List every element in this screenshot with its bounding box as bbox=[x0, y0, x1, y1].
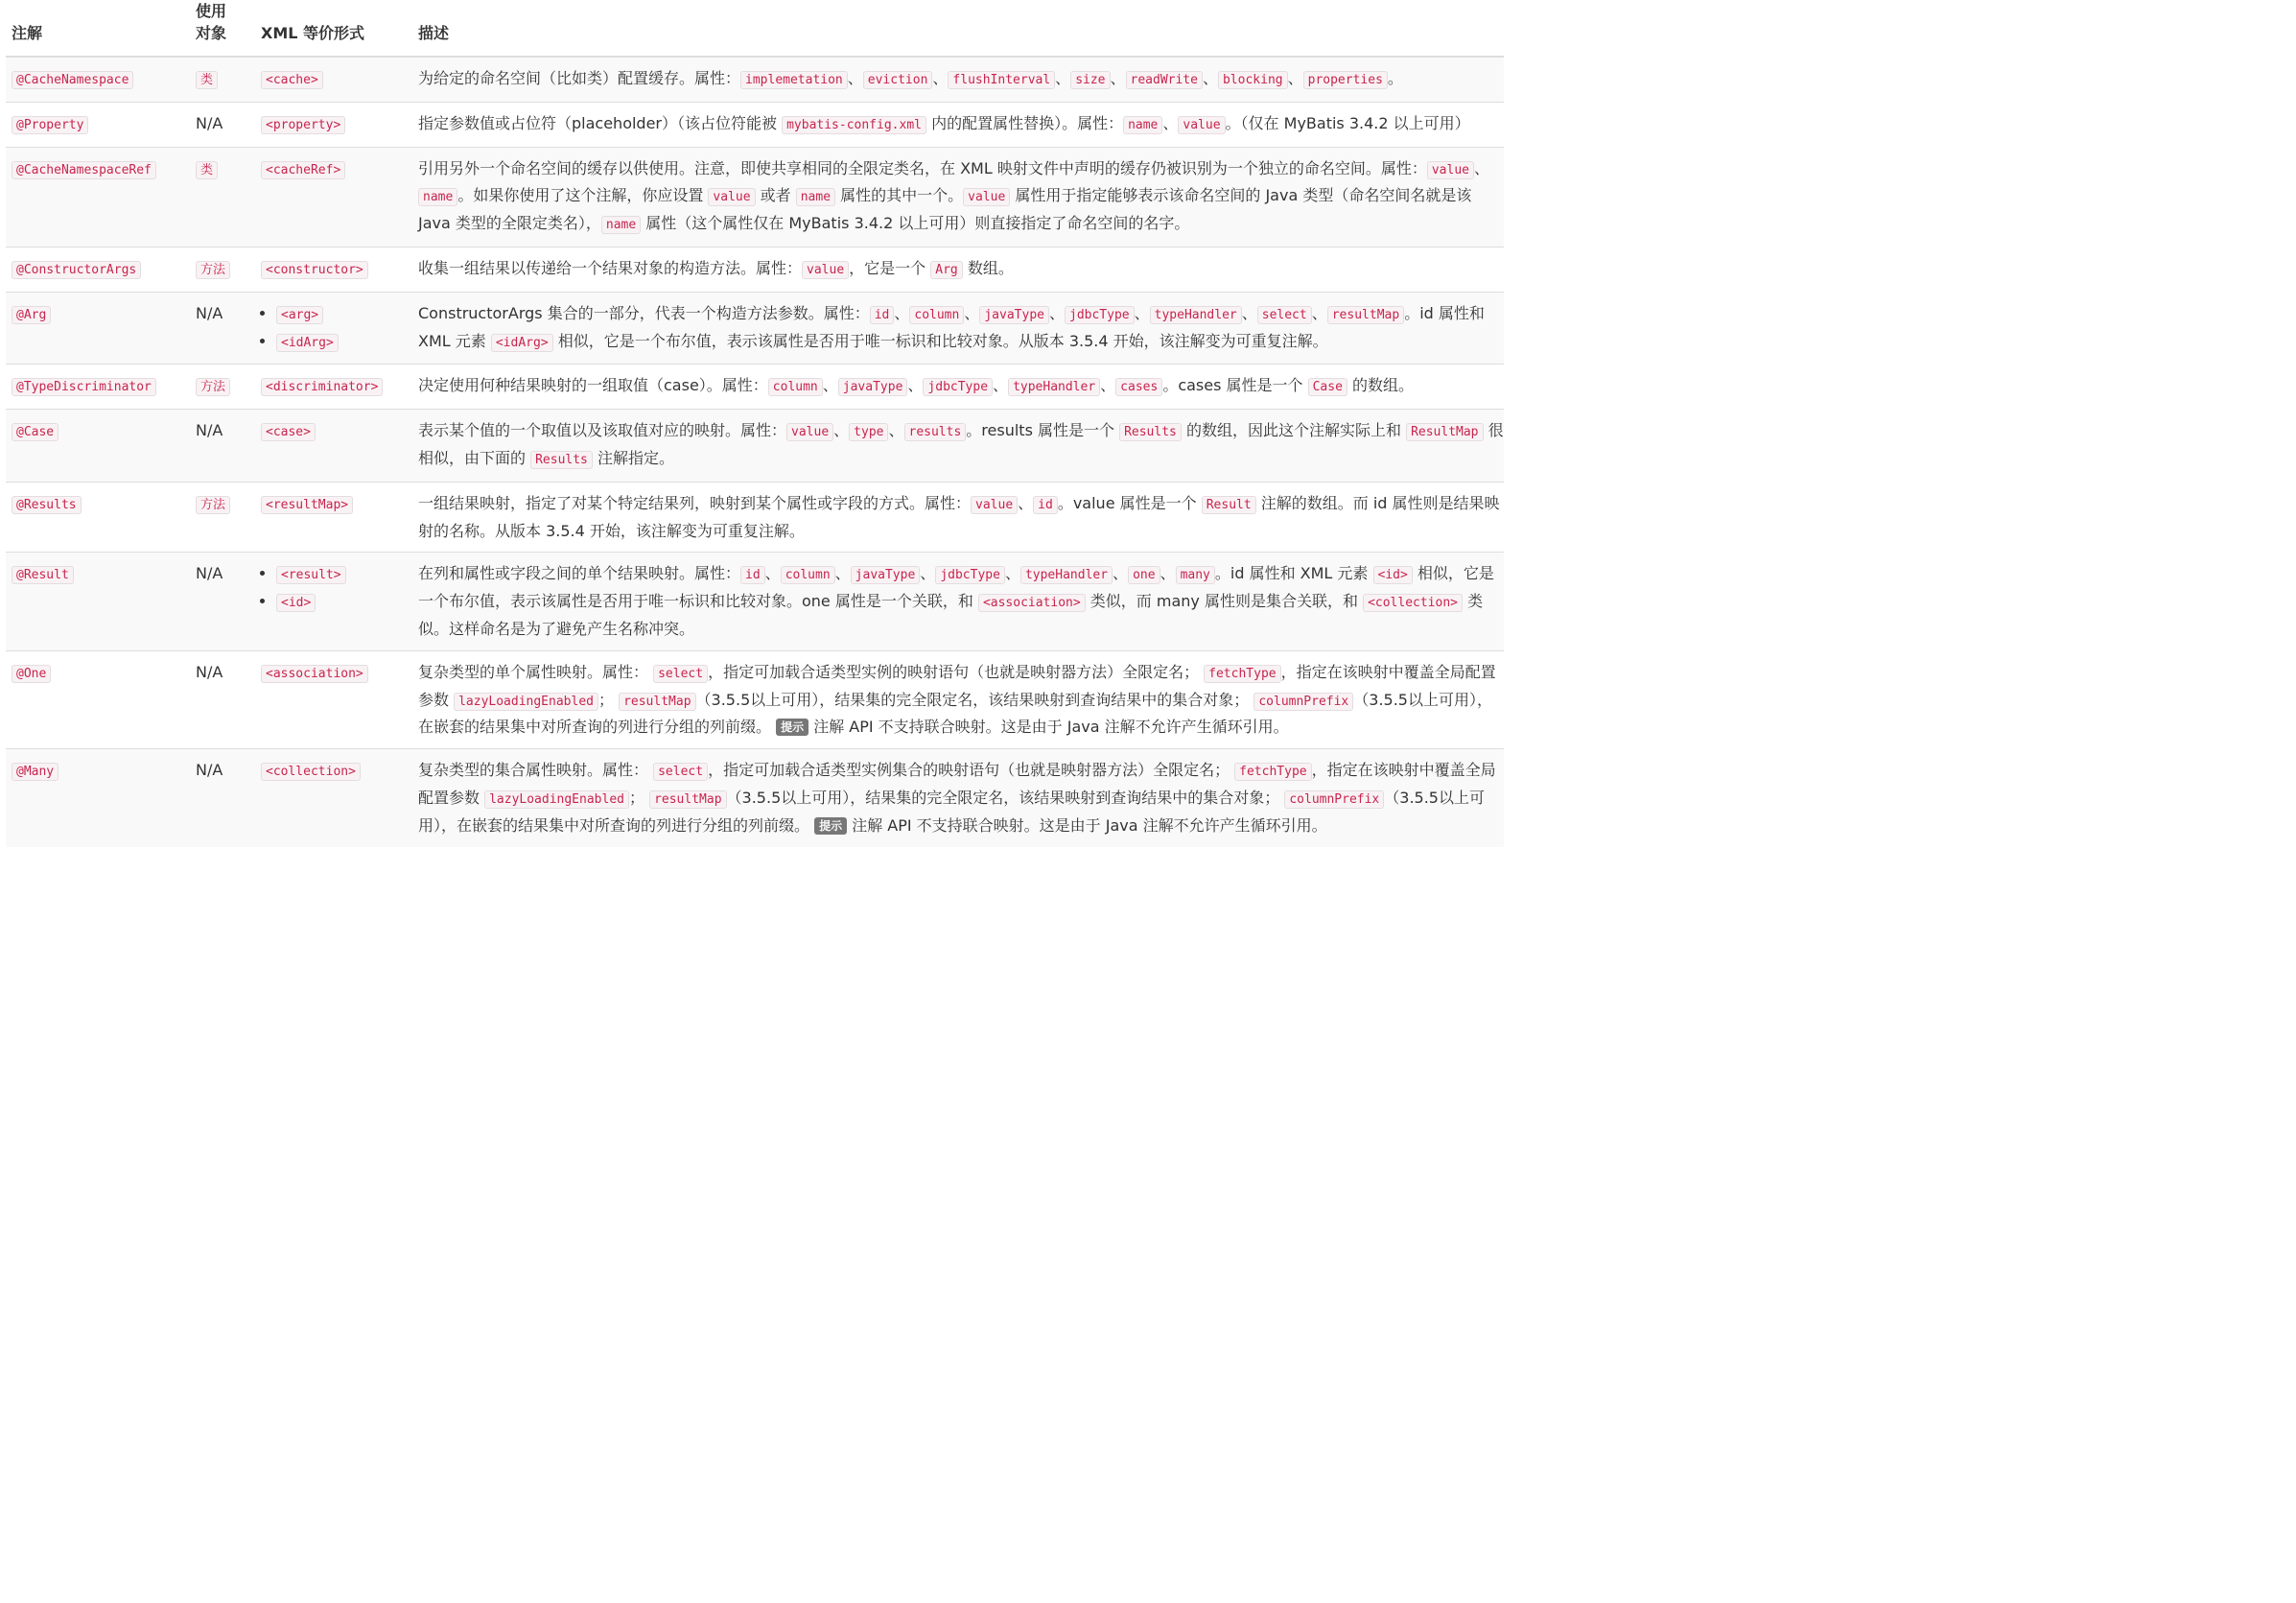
xml-list bbox=[261, 561, 407, 617]
table-row bbox=[6, 553, 1504, 650]
annotation-code: @ConstructorArgs bbox=[12, 261, 141, 279]
desc-code: results bbox=[904, 423, 967, 441]
annotation-code: @One bbox=[12, 665, 51, 683]
table-row bbox=[6, 102, 1504, 147]
cell-xml bbox=[255, 57, 412, 102]
desc-code: id bbox=[740, 566, 765, 584]
desc-text: 、 bbox=[847, 69, 863, 87]
desc-code: one bbox=[1128, 566, 1160, 584]
target-value: 类 bbox=[196, 161, 218, 179]
desc-code: properties bbox=[1303, 71, 1388, 89]
desc-code: resultMap bbox=[1327, 306, 1404, 324]
cell-target bbox=[190, 247, 255, 292]
desc-code: jdbcType bbox=[1065, 306, 1135, 324]
desc-text: 。id 属性和 XML 元素 bbox=[1214, 564, 1373, 583]
cell-xml bbox=[255, 482, 412, 553]
desc-text: 复杂类型的集合属性映射。属性： bbox=[418, 761, 654, 780]
xml-code: <collection> bbox=[261, 763, 361, 781]
desc-text: 注解指定。 bbox=[592, 448, 674, 467]
desc-code: resultMap bbox=[619, 693, 695, 711]
xml-list-item bbox=[276, 589, 407, 617]
desc-text: ； bbox=[597, 690, 620, 709]
desc-text: 注解 API 不支持联合映射。这是由于 Java 注解不允许产生循环引用。 bbox=[847, 815, 1327, 835]
desc-text: 、 bbox=[1018, 493, 1034, 512]
desc-text: 。cases 属性是一个 bbox=[1162, 376, 1308, 395]
desc-code: javaType bbox=[851, 566, 921, 584]
xml-code: <association> bbox=[261, 665, 368, 683]
desc-code: flushInterval bbox=[948, 71, 1055, 89]
cell-description bbox=[412, 365, 1504, 410]
table-header bbox=[6, 0, 1504, 57]
desc-code: type bbox=[849, 423, 888, 441]
xml-code: <discriminator> bbox=[261, 378, 383, 396]
desc-text: ； bbox=[628, 788, 650, 807]
desc-code: column bbox=[909, 306, 964, 324]
cell-target bbox=[190, 102, 255, 147]
desc-code: Arg bbox=[930, 261, 962, 279]
cell-target bbox=[190, 553, 255, 650]
desc-code: readWrite bbox=[1126, 71, 1203, 89]
annotation-code: @Property bbox=[12, 116, 88, 134]
desc-code: value bbox=[971, 496, 1018, 514]
cell-annotation bbox=[6, 410, 190, 483]
desc-text: （3.5.5以上可用），在嵌套的结果集中对所查询的列进行分组的列前缀。 bbox=[418, 788, 1485, 835]
desc-text: 的数组，因此这个注解实际上和 bbox=[1181, 421, 1407, 440]
desc-text: 、 bbox=[833, 421, 850, 440]
header-target-line2: 对象 bbox=[196, 24, 227, 42]
desc-code: cases bbox=[1115, 378, 1162, 396]
desc-text: 或者 bbox=[755, 186, 796, 205]
desc-text: ，指定可加载合适类型实例集合的映射语句（也就是映射器方法）全限定名； bbox=[708, 761, 1235, 780]
desc-text: 、 bbox=[1241, 303, 1257, 322]
desc-text: 表示某个值的一个取值以及该取值对应的映射。属性： bbox=[418, 421, 787, 440]
desc-code: <association> bbox=[978, 594, 1086, 612]
cell-annotation bbox=[6, 650, 190, 748]
desc-text: 、 bbox=[1474, 158, 1490, 177]
xml-code: <idArg> bbox=[276, 334, 339, 352]
desc-text: 属性的其中一个。 bbox=[835, 186, 964, 205]
desc-code: resultMap bbox=[649, 790, 726, 809]
cell-annotation bbox=[6, 553, 190, 650]
table-body bbox=[6, 57, 1504, 847]
cell-target bbox=[190, 147, 255, 247]
target-value: N/A bbox=[196, 761, 223, 780]
desc-code: select bbox=[653, 763, 708, 781]
table-row bbox=[6, 247, 1504, 292]
xml-list-item bbox=[276, 561, 407, 589]
desc-code: typeHandler bbox=[1020, 566, 1113, 584]
desc-text: 复杂类型的单个属性映射。属性： bbox=[418, 662, 654, 681]
cell-description bbox=[412, 102, 1504, 147]
cell-description bbox=[412, 57, 1504, 102]
desc-text: 、 bbox=[1113, 564, 1129, 583]
cell-target bbox=[190, 650, 255, 748]
desc-text: 一组结果映射，指定了对某个特定结果列，映射到某个属性或字段的方式。属性： bbox=[418, 493, 972, 512]
desc-text: 。（仅在 MyBatis 3.4.2 以上可用） bbox=[1225, 113, 1470, 132]
xml-code: <cacheRef> bbox=[261, 161, 345, 179]
desc-text: ，指定可加载合适类型实例的映射语句（也就是映射器方法）全限定名； bbox=[708, 662, 1205, 681]
desc-code: column bbox=[781, 566, 835, 584]
desc-text: 很相似，由下面的 bbox=[418, 421, 1504, 467]
desc-code: blocking bbox=[1218, 71, 1288, 89]
cell-description bbox=[412, 749, 1504, 847]
desc-text: 、 bbox=[932, 69, 949, 87]
desc-code: ResultMap bbox=[1406, 423, 1483, 441]
desc-text: 收集一组结果以传递给一个结果对象的构造方法。属性： bbox=[418, 258, 803, 277]
cell-description bbox=[412, 650, 1504, 748]
desc-code: select bbox=[653, 665, 708, 683]
desc-text: 、 bbox=[1134, 303, 1150, 322]
desc-code: <collection> bbox=[1363, 594, 1463, 612]
header-xml: XML 等价形式 bbox=[255, 0, 412, 57]
cell-description bbox=[412, 292, 1504, 365]
target-value: N/A bbox=[196, 421, 223, 440]
desc-code: select bbox=[1257, 306, 1312, 324]
desc-text: 、 bbox=[888, 421, 904, 440]
desc-text: 属性（这个属性仅在 MyBatis 3.4.2 以上可用）则直接指定了命名空间的名字。 bbox=[641, 214, 1190, 233]
xml-code: <cache> bbox=[261, 71, 323, 89]
cell-annotation bbox=[6, 365, 190, 410]
cell-xml bbox=[255, 247, 412, 292]
desc-text: 、 bbox=[1055, 69, 1071, 87]
desc-text: （3.5.5以上可用），结果集的完全限定名，该结果映射到查询结果中的集合对象； bbox=[695, 690, 1254, 709]
cell-target bbox=[190, 749, 255, 847]
desc-text: 为给定的命名空间（比如类）配置缓存。属性： bbox=[418, 69, 741, 87]
desc-text: 、 bbox=[964, 303, 980, 322]
header-target-line1: 使用 bbox=[196, 2, 227, 20]
desc-text: 。如果你使用了这个注解，你应设置 bbox=[457, 186, 709, 205]
target-value: N/A bbox=[196, 564, 223, 583]
desc-text: ，指定在该映射中覆盖全局配置参数 bbox=[418, 761, 1496, 807]
desc-code: javaType bbox=[838, 378, 908, 396]
desc-text: 在列和属性或字段之间的单个结果映射。属性： bbox=[418, 564, 741, 583]
xml-list-item bbox=[276, 329, 407, 357]
xml-list bbox=[261, 301, 407, 357]
desc-text: 、 bbox=[907, 376, 924, 395]
desc-code: javaType bbox=[979, 306, 1049, 324]
header-target bbox=[190, 0, 255, 57]
desc-text: 属性用于指定能够表示该命名空间的 Java 类型（命名空间名就是该 Java 类型的全限定类名）， bbox=[418, 186, 1472, 233]
cell-description bbox=[412, 553, 1504, 650]
desc-code: Results bbox=[1119, 423, 1182, 441]
annotation-code: @CacheNamespaceRef bbox=[12, 161, 156, 179]
desc-code: value bbox=[1178, 116, 1225, 134]
desc-text: （3.5.5以上可用），在嵌套的结果集中对所查询的列进行分组的列前缀。 bbox=[418, 690, 1492, 737]
cell-description bbox=[412, 410, 1504, 483]
desc-code: value bbox=[802, 261, 849, 279]
target-value: 类 bbox=[196, 71, 218, 89]
desc-code: value bbox=[1427, 161, 1474, 179]
xml-list-item bbox=[276, 301, 407, 329]
table-row bbox=[6, 57, 1504, 102]
desc-code: fetchType bbox=[1204, 665, 1280, 683]
desc-text: 、 bbox=[1162, 113, 1179, 132]
desc-text: 、 bbox=[1160, 564, 1176, 583]
desc-text: 、 bbox=[894, 303, 910, 322]
xml-code: <case> bbox=[261, 423, 316, 441]
tip-label: 提示 bbox=[776, 719, 808, 736]
desc-code: implemetation bbox=[740, 71, 848, 89]
cell-target bbox=[190, 57, 255, 102]
table-row bbox=[6, 650, 1504, 748]
header-description: 描述 bbox=[412, 0, 1504, 57]
desc-text: 。 bbox=[1387, 69, 1403, 87]
annotation-code: @TypeDiscriminator bbox=[12, 378, 156, 396]
desc-text: 数组。 bbox=[962, 258, 1014, 277]
desc-text: 的数组。 bbox=[1347, 376, 1415, 395]
cell-xml bbox=[255, 102, 412, 147]
desc-code: eviction bbox=[863, 71, 933, 89]
target-value: 方法 bbox=[196, 496, 230, 514]
cell-target bbox=[190, 365, 255, 410]
desc-text: 内的配置属性替换）。属性： bbox=[925, 113, 1124, 132]
annotation-code: @Arg bbox=[12, 306, 51, 324]
cell-description bbox=[412, 147, 1504, 247]
desc-code: many bbox=[1176, 566, 1215, 584]
cell-xml bbox=[255, 410, 412, 483]
cell-annotation bbox=[6, 247, 190, 292]
xml-code: <resultMap> bbox=[261, 496, 353, 514]
cell-annotation bbox=[6, 57, 190, 102]
desc-code: value bbox=[708, 188, 755, 206]
desc-code: id bbox=[870, 306, 895, 324]
annotation-code: @Case bbox=[12, 423, 59, 441]
desc-code: id bbox=[1033, 496, 1058, 514]
desc-code: <id> bbox=[1373, 566, 1413, 584]
table-row bbox=[6, 749, 1504, 847]
xml-code: <id> bbox=[276, 594, 316, 612]
cell-annotation bbox=[6, 482, 190, 553]
desc-code: typeHandler bbox=[1008, 378, 1100, 396]
desc-code: name bbox=[1123, 116, 1162, 134]
annotation-code: @CacheNamespace bbox=[12, 71, 133, 89]
cell-xml bbox=[255, 365, 412, 410]
cell-annotation bbox=[6, 749, 190, 847]
header-annotation: 注解 bbox=[6, 0, 190, 57]
desc-text: 注解的数组。而 id 属性则是结果映射的名称。从版本 3.5.4 开始，该注解变为可重复注解。 bbox=[418, 493, 1500, 540]
desc-code: size bbox=[1070, 71, 1110, 89]
desc-text: ，它是一个 bbox=[849, 258, 931, 277]
table-row bbox=[6, 147, 1504, 247]
xml-code: <result> bbox=[276, 566, 346, 584]
desc-code: columnPrefix bbox=[1253, 693, 1353, 711]
desc-code: jdbcType bbox=[935, 566, 1005, 584]
desc-text: 、 bbox=[1311, 303, 1327, 322]
desc-text: 引用另外一个命名空间的缓存以供使用。注意，即使共享相同的全限定类名，在 XML 映射文件中声明的缓存仍被识别为一个独立的命名空间。属性： bbox=[418, 158, 1427, 177]
cell-xml bbox=[255, 292, 412, 365]
cell-xml bbox=[255, 553, 412, 650]
desc-text: 、 bbox=[1048, 303, 1065, 322]
desc-text: 、 bbox=[1100, 376, 1116, 395]
annotation-code: @Result bbox=[12, 566, 74, 584]
desc-code: name bbox=[601, 216, 641, 234]
target-value: 方法 bbox=[196, 378, 230, 396]
desc-code: Results bbox=[530, 451, 593, 469]
target-value: 方法 bbox=[196, 261, 230, 279]
tip-label: 提示 bbox=[814, 817, 847, 835]
table-row bbox=[6, 410, 1504, 483]
desc-code: mybatis-config.xml bbox=[782, 116, 926, 134]
desc-code: Result bbox=[1202, 496, 1256, 514]
cell-description bbox=[412, 247, 1504, 292]
desc-text: 。id 属性和 XML 元素 bbox=[418, 303, 1485, 350]
annotations-table bbox=[6, 0, 1504, 847]
desc-code: columnPrefix bbox=[1284, 790, 1384, 809]
desc-text: 、 bbox=[993, 376, 1009, 395]
target-value: N/A bbox=[196, 303, 223, 322]
cell-annotation bbox=[6, 102, 190, 147]
cell-xml bbox=[255, 749, 412, 847]
desc-code: jdbcType bbox=[923, 378, 993, 396]
desc-text: 、 bbox=[1202, 69, 1218, 87]
desc-code: lazyLoadingEnabled bbox=[454, 693, 598, 711]
desc-code: fetchType bbox=[1234, 763, 1311, 781]
desc-code: value bbox=[786, 423, 833, 441]
desc-code: value bbox=[963, 188, 1010, 206]
desc-text: 类似，而 many 属性则是集合关联，和 bbox=[1085, 592, 1364, 611]
desc-text: 、 bbox=[1110, 69, 1126, 87]
table-row bbox=[6, 365, 1504, 410]
cell-annotation bbox=[6, 292, 190, 365]
xml-code: <arg> bbox=[276, 306, 323, 324]
cell-xml bbox=[255, 147, 412, 247]
xml-code: <property> bbox=[261, 116, 345, 134]
desc-text: 注解 API 不支持联合映射。这是由于 Java 注解不允许产生循环引用。 bbox=[808, 718, 1289, 737]
table-row bbox=[6, 482, 1504, 553]
desc-text: 、 bbox=[834, 564, 851, 583]
desc-text: ，指定在该映射中覆盖全局配置参数 bbox=[418, 662, 1496, 709]
cell-target bbox=[190, 482, 255, 553]
desc-text: 决定使用何种结果映射的一组取值（case）。属性： bbox=[418, 376, 768, 395]
cell-target bbox=[190, 292, 255, 365]
xml-code: <constructor> bbox=[261, 261, 368, 279]
desc-text: 相似，它是一个布尔值，表示该属性是否用于唯一标识和比较对象。从版本 3.5.4 开始，该注解变为可重复注解。 bbox=[552, 331, 1328, 350]
desc-text: 、 bbox=[764, 564, 781, 583]
desc-text: 、 bbox=[1004, 564, 1020, 583]
desc-text: ConstructorArgs 集合的一部分，代表一个构造方法参数。属性： bbox=[418, 303, 870, 322]
cell-xml bbox=[255, 650, 412, 748]
desc-code: <idArg> bbox=[491, 334, 553, 352]
cell-description bbox=[412, 482, 1504, 553]
desc-text: 、 bbox=[822, 376, 838, 395]
target-value: N/A bbox=[196, 662, 223, 681]
desc-text: （3.5.5以上可用），结果集的完全限定名，该结果映射到查询结果中的集合对象； bbox=[726, 788, 1285, 807]
desc-code: name bbox=[796, 188, 835, 206]
desc-text: 类似。这样命名是为了避免产生名称冲突。 bbox=[418, 592, 1484, 638]
annotation-code: @Many bbox=[12, 763, 59, 781]
desc-text: 、 bbox=[920, 564, 936, 583]
desc-code: name bbox=[418, 188, 457, 206]
desc-text: 、 bbox=[1287, 69, 1303, 87]
desc-code: Case bbox=[1308, 378, 1347, 396]
table-row bbox=[6, 292, 1504, 365]
annotation-code: @Results bbox=[12, 496, 82, 514]
desc-text: 。results 属性是一个 bbox=[966, 421, 1120, 440]
desc-code: lazyLoadingEnabled bbox=[484, 790, 629, 809]
desc-code: typeHandler bbox=[1150, 306, 1242, 324]
desc-text: 指定参数值或占位符（placeholder）（该占位符能被 bbox=[418, 113, 783, 132]
target-value: N/A bbox=[196, 113, 223, 132]
desc-text: 相似，它是一个布尔值，表示该属性是否用于唯一标识和比较对象。one 属性是一个关联，和 bbox=[418, 564, 1494, 611]
desc-code: column bbox=[768, 378, 823, 396]
desc-text: 。value 属性是一个 bbox=[1057, 493, 1202, 512]
cell-annotation bbox=[6, 147, 190, 247]
cell-target bbox=[190, 410, 255, 483]
